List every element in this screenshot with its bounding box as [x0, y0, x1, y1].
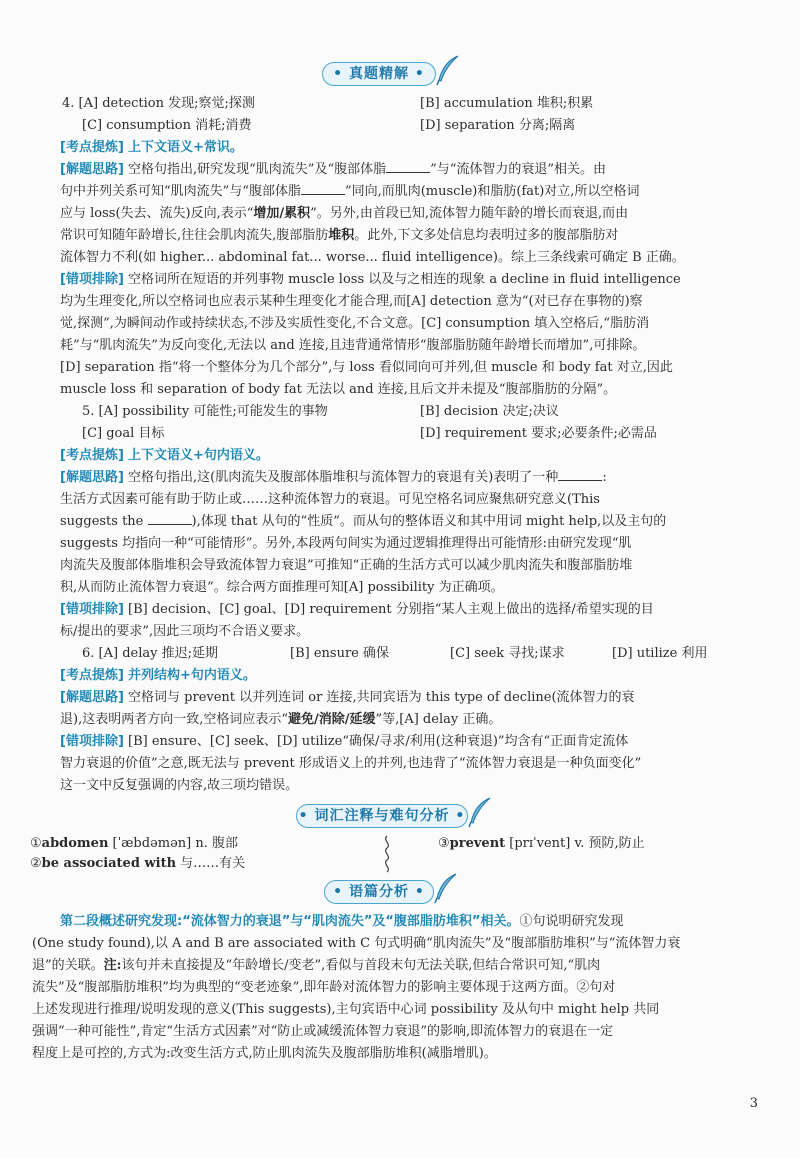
analysis-line-1: 第二段概述研究发现:“流体智力的衰退”与“肌肉流失”及“腹部脂肪堆积”相关。①句说明研究发现 — [60, 914, 624, 929]
q6-silu-line-1: [解题思路] 空格词与 prevent 以并列连词 or 连接,共同宾语为 this type of decline(流体智力的衰 — [60, 690, 635, 705]
q6-paichu-line-1: [错项排除] [B] ensure、[C] seek、[D] utilize“确保/寻求/利用(这种衰退)”均含有“正面肯定流体 — [60, 734, 629, 749]
blank-line — [558, 469, 602, 481]
q5-silu-line-2: 生活方式因素可能有助于防止或……这种流体智力的衰退。可见空格名词应聚焦研究意义(This — [60, 492, 600, 507]
feather-pen-icon — [432, 872, 458, 904]
silu-tag: [解题思路] — [60, 162, 124, 177]
q4-option-d: [D] separation 分离;隔离 — [420, 118, 576, 133]
feather-pen-icon — [434, 54, 460, 86]
analysis-line-5: 上述发现进行推理/说明发现的意义(This suggests),主句宾语中心词 possibility 及从句中 might help 共同 — [32, 1002, 660, 1017]
section-title: 语篇分析 — [349, 884, 409, 900]
page-number: 3 — [749, 1096, 758, 1111]
q6-kaodian: [考点提炼] 并列结构+句内语义。 — [60, 668, 256, 683]
q5-paichu-line-2: 标/提出的要求”,因此三项均不合语义要求。 — [60, 624, 310, 639]
q5-silu-line-3: suggests the ),体现 that 从句的“性质”。而从句的整体语义和其中用词 might help,以及主句的 — [60, 514, 667, 529]
q5-paichu-line-1: [错项排除] [B] decision、[C] goal、[D] requirement 分别指“某人主观上做出的选择/希望实现的目 — [60, 602, 654, 617]
q4-paichu-line-4: 耗”与“肌肉流失”为反向变化,无法以 and 连接,且违背通常情形“腹部脂肪随年龄增长而增加”,可排除。 — [60, 338, 646, 353]
section-title: 真题精解 — [349, 66, 409, 82]
q5-option-a: 5. [A] possibility 可能性;可能发生的事物 — [82, 404, 328, 419]
q5-silu-line-6: 积,从而防止流体智力衰退”。综合两方面推理可知[A] possibility 为正确项。 — [60, 580, 504, 595]
divider-squiggle-icon — [380, 834, 394, 874]
q4-silu-line-4: 常识可知随年龄增长,往往会肌肉流失,腹部脂肪堆积。此外,下文多处信息均表明过多的腹部脂肪对 — [60, 228, 619, 243]
q4-silu-line-2: 句中并列关系可知“肌肉流失”与“腹部体脂 ”同向,而肌肉(muscle)和脂肪(fat)对立,所以空格词 — [60, 184, 640, 199]
q4-silu-line-1: [解题思路] 空格句指出,研究发现“肌肉流失”及“腹部体脂 ”与“流体智力的衰退”相关。由 — [60, 162, 607, 177]
q4-paichu-line-1: [错项排除] 空格词所在短语的并列事物 muscle loss 以及与之相连的现象 a decline in fluid intelligence — [60, 272, 681, 287]
q5-option-c: [C] goal 目标 — [82, 426, 165, 441]
section-title: 词汇注释与难句分析 — [314, 808, 450, 824]
q6-option-d: [D] utilize 利用 — [612, 646, 708, 661]
q5-silu-line-4: suggests 均指向一种“可能情形”。另外,本段两句间实为通过逻辑推理得出可能情形:由研究发现“肌 — [60, 536, 632, 551]
vocab-item-1: ①abdomen [ˈæbdəmən] n. 腹部 — [30, 836, 238, 851]
paichu-tag: [错项排除] — [60, 272, 124, 287]
analysis-line-4: 流失”及“腹部脂肪堆积”均为典型的“变老迹象”,即年龄对流体智力的影响主要体现于这两方面。②句对 — [32, 980, 616, 995]
q4-option-b: [B] accumulation 堆积;积累 — [420, 96, 594, 111]
blank-line — [148, 513, 192, 525]
analysis-line-3: 退”的关联。注:该句并未直接提及“年龄增长/变老”,看似与首段末句无法关联,但结合常识可知,“肌肉 — [32, 958, 601, 973]
analysis-line-6: 强调“一种可能性”,肯定“生活方式因素”对“防止或减缓流体智力衰退”的影响,即流体智力的衰退在一定 — [32, 1024, 614, 1039]
q4-paichu-line-3: 觉,探测”,为瞬间动作或持续状态,不涉及实质性变化,不合文意。[C] consumption 填入空格后,“脂肪消 — [60, 316, 650, 331]
q5-silu-line-5: 肉流失及腹部体脂堆积会导致流体智力衰退”可推知“正确的生活方式可以减少肌肉流失和腹部脂肪堆 — [60, 558, 633, 573]
analysis-line-2: (One study found),以 A and B are associated with C 句式明确“肌肉流失”及“腹部脂肪堆积”与“流体智力衰 — [32, 936, 681, 951]
q4-silu-line-3: 应与 loss(失去、流失)反向,表示“增加/累积”。另外,由首段已知,流体智力随年龄的增长而衰退,而由 — [60, 206, 629, 221]
blank-line — [386, 161, 430, 173]
vocab-item-3: ③prevent [prɪˈvent] v. 预防,防止 — [438, 836, 645, 851]
kaodian-tag: [考点提炼] — [60, 140, 124, 155]
section-header-cihui: • 词汇注释与难句分析 • — [296, 804, 468, 828]
q4-paichu-line-6: muscle loss 和 separation of body fat 无法以 and 连接,且后文并未提及“腹部脂肪的分隔”。 — [60, 382, 617, 397]
q6-option-c: [C] seek 寻找;谋求 — [450, 646, 565, 661]
q6-paichu-line-2: 智力衰退的价值”之意,既无法与 prevent 形成语义上的并列,也违背了“流体智力衰退是一种负面变化” — [60, 756, 642, 771]
q5-kaodian: [考点提炼] 上下文语义+句内语义。 — [60, 448, 269, 463]
q4-kaodian — [60, 138, 750, 158]
q4-paichu-line-2: 均为生理变化,所以空格词也应表示某种生理变化才能合理,而[A] detection 意为“(对已存在事物的)察 — [60, 294, 643, 309]
q4-option-c: [C] consumption 消耗;消费 — [82, 118, 252, 133]
q5-silu-line-1: [解题思路] 空格句指出,这(肌肉流失及腹部体脂堆积与流体智力的衰退有关)表明了一种 : — [60, 470, 607, 485]
section-header-zhenti: • 真题精解 • — [322, 62, 436, 86]
feather-pen-icon — [466, 796, 492, 828]
kaodian-text: 上下文语义+常识。 — [128, 140, 243, 155]
q6-paichu-line-3: 这一文中反复强调的内容,故三项均错误。 — [60, 778, 299, 793]
vocab-item-2: ②be associated with 与……有关 — [30, 856, 246, 871]
blank-line — [301, 183, 345, 195]
q5-option-b: [B] decision 决定;决议 — [420, 404, 559, 419]
q5-option-d: [D] requirement 要求;必要条件;必需品 — [420, 426, 657, 441]
q4-silu-line-5: 流体智力不利(如 higher... abdominal fat... worse... fluid intelligence)。综上三条线索可确定 B 正确。 — [60, 250, 685, 265]
analysis-line-7: 程度上是可控的,方式为:改变生活方式,防止肌肉流失及腹部脂肪堆积(减脂增肌)。 — [32, 1046, 497, 1061]
q6-option-a: 6. [A] delay 推迟;延期 — [82, 646, 218, 661]
q4-paichu-line-5: [D] separation 指“将一个整体分为几个部分”,与 loss 看似同向可并列,但 muscle 和 body fat 对立,因此 — [60, 360, 673, 375]
q6-option-b: [B] ensure 确保 — [290, 646, 389, 661]
section-header-yupian: • 语篇分析 • — [324, 880, 434, 904]
q4-option-a: 4. [A] detection 发现;察觉;探测 — [62, 96, 255, 111]
q6-silu-line-2: 退),这表明两者方向一致,空格词应表示“避免/消除/延缓”等,[A] delay 正确。 — [60, 712, 502, 727]
